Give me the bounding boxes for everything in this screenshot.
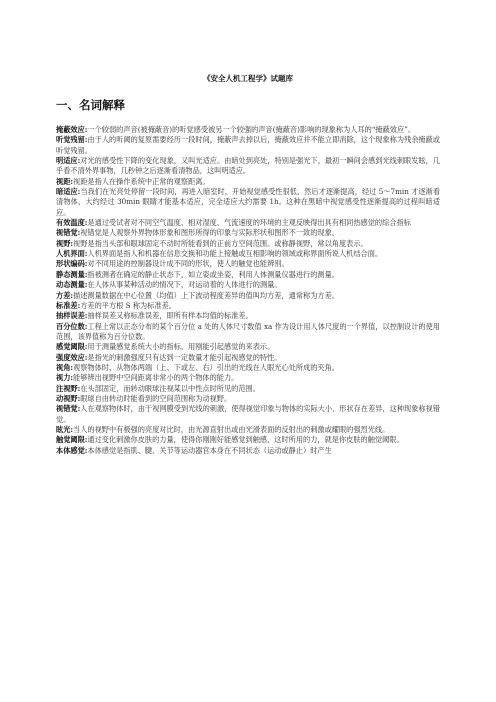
- term-entry: [56, 322, 440, 343]
- term-list: [56, 125, 440, 456]
- term-definition: 对光的感受性下降的变化现象，又叫光适应。由暗处到亮处，特别是强光下，最初一瞬间会感到光线刺眼发眩，几乎看不清外界事物，几秒钟之后逐渐看清物品，这叫明适应。: [56, 156, 440, 176]
- term-definition: 人机界面是指人和机器在信息交换和功能上接触或互相影响的领域或称界面所说人机结合面。: [87, 249, 383, 259]
- term-name: 有效温度:: [56, 218, 88, 228]
- term-entry: [56, 291, 440, 301]
- term-name: 明适应:: [56, 156, 81, 166]
- term-entry: [56, 373, 440, 383]
- term-definition: 指被测者在确定的静止状态下，如立姿或坐姿，利用人体测量仪器进行的测量。: [87, 269, 339, 279]
- term-definition: 观察物体时，从物体两端（上、下或左、右）引出的光线在人眼光心处所成的夹角。: [73, 362, 339, 372]
- term-name: 视错觉:: [56, 228, 81, 238]
- term-definition: 视野是指当头部和眼球固定不动时所能看到的正前方空间范围。或称静视野，常以角度表示。: [73, 238, 368, 248]
- term-name: 视错觉:: [56, 404, 81, 414]
- term-entry: [56, 394, 440, 404]
- term-name: 抽样误差:: [56, 311, 88, 321]
- term-definition: 方差的平方根 S 称为标准差。: [80, 300, 176, 310]
- term-definition: 由于人的听阈的复原需要经历一段时间，掩蔽声去掉以后，掩蔽效应并不能立即消除，这个现象称为残余掩蔽或听觉残留。: [56, 135, 440, 155]
- term-entry: [56, 446, 440, 456]
- term-name: 形状编码:: [56, 259, 88, 269]
- term-definition: 是指光的刺激强度只有达到一定数量才能引起视感觉的特性。: [87, 352, 282, 362]
- term-name: 人机界面:: [56, 249, 88, 259]
- term-definition: 在头部固定，而转动眼球注视某以中性点时所见的范围。: [80, 383, 260, 393]
- term-entry: [56, 301, 440, 311]
- term-entry: [56, 135, 440, 156]
- term-entry: [56, 384, 440, 394]
- term-entry: [56, 218, 440, 228]
- term-name: 动态测量:: [56, 280, 88, 290]
- term-entry: [56, 342, 440, 352]
- term-definition: 视距是指人在操作系统中正常的观察距离。: [73, 176, 210, 186]
- term-name: 眩光:: [56, 424, 74, 434]
- term-definition: 本体感觉是指肌、腱、关节等运动器官本身在不同状态（运动或静止）时产生: [87, 445, 332, 455]
- term-name: 视角:: [56, 362, 74, 372]
- term-name: 百分位数:: [56, 321, 88, 331]
- term-definition: 在人体从事某种活动的情况下，对运动着的人体进行的测量。: [87, 280, 282, 290]
- term-entry: [56, 425, 440, 435]
- term-definition: 一个较弱的声音(被掩蔽音)的听觉感受被另一个较强的声音(掩蔽音)影响的现象称为人耳的“掩蔽效应”。: [87, 125, 416, 134]
- term-definition: 抽样误差又称标准误差，即所有样本均值的标准差。: [87, 311, 253, 321]
- term-name: 触觉阈限:: [56, 435, 88, 445]
- term-definition: 视错觉是人观察外界物体形象和图形所得的印象与实际形状和图形不一致的现象。: [80, 228, 339, 238]
- term-name: 暗适应:: [56, 187, 81, 197]
- term-definition: 描述测量数据在中心位置（均值）上下波动程度差异的值叫均方差，通常称为方差。: [73, 290, 339, 300]
- term-definition: 通过变化刺激你皮肤的力量，使得你刚刚好能感觉到触感，这时所用的力，就是你皮肤的触觉阈限。: [87, 435, 404, 445]
- term-entry: [56, 311, 440, 321]
- term-definition: 当人的视野中有极强的亮度对比时，由光源直射出或由光滑表面的反射出的刺激或耀眼的强烈光线。: [73, 424, 390, 434]
- term-entry: [56, 270, 440, 280]
- term-name: 视距:: [56, 176, 74, 186]
- term-entry: [56, 177, 440, 187]
- term-entry: [56, 353, 440, 363]
- term-entry: [56, 187, 440, 218]
- term-entry: [56, 435, 440, 445]
- term-entry: [56, 280, 440, 290]
- term-name: 视力:: [56, 373, 74, 383]
- term-entry: [56, 249, 440, 259]
- term-definition: 人在观察物体时，由于视网膜受到光线的刺激，使得视觉印象与物体的实际大小、形状存在差异，这种现象称视错觉。: [56, 404, 440, 424]
- term-entry: [56, 239, 440, 249]
- term-entry: [56, 228, 440, 238]
- term-name: 动视野:: [56, 393, 81, 403]
- term-definition: 眼球自由转动时能看到的空间范围称为动视野。: [80, 393, 232, 403]
- term-name: 静态测量:: [56, 269, 88, 279]
- term-entry: [56, 156, 440, 177]
- term-entry: [56, 125, 440, 135]
- term-definition: 能够辨出视野中空间距离非常小的两个物体的能力。: [73, 373, 239, 383]
- term-name: 本体感觉:: [56, 445, 88, 455]
- term-definition: 是通过受试者对不同空气温度、相对湿度、气流速度的环境的主观反映得出具有相同热感觉的综合指标: [87, 218, 411, 228]
- document-title: 《安全人机工程学》试题库: [203, 74, 293, 83]
- term-name: 注视野:: [56, 383, 81, 393]
- term-name: 视野:: [56, 238, 74, 248]
- term-name: 强度效应:: [56, 352, 88, 362]
- term-entry: [56, 363, 440, 373]
- term-name: 感觉阈限:: [56, 342, 88, 352]
- term-name: 听觉残留:: [56, 135, 88, 145]
- term-definition: 当我们在光亮处停留一段时间，再进入暗室时，开始视觉感受性很低，然后才逐渐提高，经过 5～7min 才逐渐看清物体，大约经过 30min 眼睛才能基本适应，完全适应大约需要 1h。这种在黑暗中视觉感受性逐渐提高的过程叫暗适应。: [56, 187, 441, 217]
- term-definition: 对不同用途的控制器设计成不同的形状，使人的触觉也能辨别。: [87, 259, 289, 269]
- term-definition: 用于测量感觉系统大小的指标，用刚能引起感觉的来表示。: [87, 342, 275, 352]
- term-entry: [56, 404, 440, 425]
- section-heading: 一、名词解释: [56, 98, 125, 112]
- term-entry: [56, 259, 440, 269]
- term-name: 标准差:: [56, 300, 81, 310]
- term-name: 掩蔽效应:: [56, 125, 88, 134]
- term-definition: 工程上常以正态分布的某个百分位 a 处的人体尺寸数值 xa 作为设计用人体尺度的一个界值，以控制设计的使用范围，该界值称为百分位数。: [56, 321, 440, 341]
- term-name: 方差:: [56, 290, 74, 300]
